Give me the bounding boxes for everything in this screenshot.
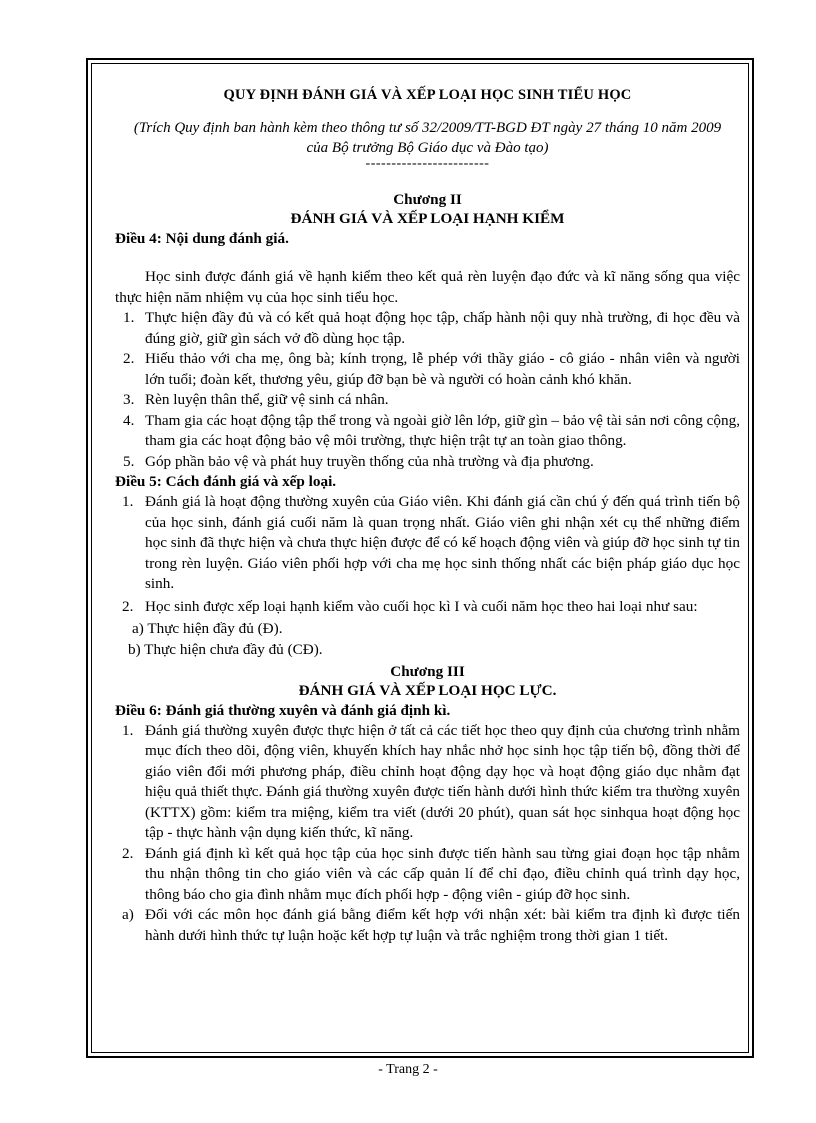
sub-item: b) Thực hiện chưa đầy đủ (CĐ).: [128, 640, 323, 658]
list-number: 3.: [123, 391, 135, 408]
article-heading: Điều 6: Đánh giá thường xuyên và đánh giá định kì.: [115, 701, 451, 719]
document-body: [115, 80, 740, 946]
list-number: 1.: [122, 721, 134, 739]
list-number: 5.: [123, 452, 135, 470]
list-number: 1.: [122, 493, 134, 510]
chapter-heading: Chương II: [393, 191, 462, 208]
list-number: 2.: [122, 844, 134, 862]
list-text: Đối với các môn học đánh giá bằng điểm kết hợp với nhận xét: bài kiểm tra định kì được tiến hành dưới hình thức tự luận hoặc kết hợp tự luận và trắc nghiệm trong thời gian 1 tiết.: [145, 906, 740, 944]
article-heading: Điều 4: Nội dung đánh giá.: [115, 230, 289, 247]
article-4-list: [115, 308, 740, 472]
list-text: Đánh giá thường xuyên được thực hiện ở tất cả các tiết học theo quy định của chương trình nhằm mục đích theo dõi, động viên, khuyến khích hay nhắc nhở học sinh học tập tiến bộ, đồng thời để giáo viên đổi mới phương pháp, điều chỉnh hoạt động dạy học và hoạt động giáo dục nhằm đạt hiệu quả thiết thực. Đánh giá thường xuyên được tiến hành dưới hình thức kiểm tra thường xuyên (KTTX) gồm: kiểm tra miệng, kiểm tra viết (dưới 20 phút), quan sát học sinhqua hoạt động học tập - thực hành vận dụng kiến thức, kĩ năng.: [145, 721, 740, 841]
article-6-list: [115, 721, 740, 947]
list-item: [115, 721, 740, 844]
list-item: [115, 308, 740, 349]
list-number: a): [122, 906, 134, 923]
document-subtitle: (Trích Quy định ban hành kèm theo thông tư số 32/2009/TT-BGD ĐT ngày 27 tháng 10 năm 2009 của Bộ trưởng Bộ Giáo dục và Đào tạo): [133, 120, 722, 156]
list-item: [115, 349, 740, 390]
list-item: [115, 452, 740, 473]
list-item: [115, 390, 740, 411]
list-number: 4.: [123, 411, 135, 429]
list-number: 2.: [123, 350, 135, 367]
page-number: - Trang 2 -: [378, 1062, 438, 1077]
article-5-list: [115, 492, 740, 618]
list-item: [115, 492, 740, 595]
list-item: [115, 595, 740, 618]
list-text: Hiếu thảo với cha mẹ, ông bà; kính trọng, lễ phép với thầy giáo - cô giáo - nhân viên và người lớn tuổi; đoàn kết, thương yêu, giúp đỡ bạn bè và người có hoàn cảnh khó khăn.: [145, 350, 740, 388]
document-title: QUY ĐỊNH ĐÁNH GIÁ VÀ XẾP LOẠI HỌC SINH TIỂU HỌC: [223, 87, 632, 103]
list-text: Học sinh được xếp loại hạnh kiểm vào cuối học kì I và cuối năm học theo hai loại như sau:: [145, 597, 698, 615]
separator-line: ------------------------: [365, 156, 490, 171]
chapter-title: ĐÁNH GIÁ VÀ XẾP LOẠI HẠNH KIỂM: [290, 210, 565, 227]
list-item: [115, 905, 740, 946]
paragraph: Học sinh được đánh giá về hạnh kiểm theo kết quả rèn luyện đạo đức và kĩ năng sống qua việc thực hiện năm nhiệm vụ của học sinh tiểu học.: [115, 268, 740, 306]
list-text: Tham gia các hoạt động tập thể trong và ngoài giờ lên lớp, giữ gìn – bảo vệ tài sản nơi công cộng, tham gia các hoạt động bảo vệ môi trường, thực hiện trật tự an toàn giao thông.: [145, 411, 740, 449]
list-text: Góp phần bảo vệ và phát huy truyền thống của nhà trường và địa phương.: [145, 452, 594, 470]
list-number: 2.: [122, 597, 134, 615]
list-item: [115, 411, 740, 452]
list-text: Đánh giá là hoạt động thường xuyên của Giáo viên. Khi đánh giá cần chú ý đến quá trình tiến bộ của học sinh, đánh giá cuối năm là quan trọng nhất. Giáo viên ghi nhận xét cụ thể những điểm học sinh đã thực hiện và chưa thực hiện được để có kế hoạch động viên và giúp đỡ học sinh tự tin trong rèn luyện. Giáo viên phối hợp với cha mẹ học sinh thống nhất các biện pháp giáo dục học sinh.: [145, 493, 740, 592]
list-text: Đánh giá định kì kết quả học tập của học sinh được tiến hành sau từng giai đoạn học tập nhằm thu nhận thông tin cho giáo viên và các cấp quản lí để chỉ đạo, điều chỉnh quá trình dạy học, thông báo cho gia đình nhằm mục đích phối hợp - động viên - giúp đỡ học sinh.: [145, 844, 740, 903]
chapter-title: ĐÁNH GIÁ VÀ XẾP LOẠI HỌC LỰC.: [298, 681, 557, 699]
list-text: Rèn luyện thân thể, giữ vệ sinh cá nhân.: [145, 391, 389, 408]
sub-item: a) Thực hiện đầy đủ (Đ).: [132, 619, 283, 637]
list-number: 1.: [123, 309, 135, 326]
list-item: [115, 844, 740, 906]
list-text: Thực hiện đầy đủ và có kết quả hoạt động học tập, chấp hành nội quy nhà trường, đi học đều và đúng giờ, giữ gìn sách vở đồ dùng học tập.: [145, 309, 740, 347]
article-heading: Điều 5: Cách đánh giá và xếp loại.: [115, 473, 337, 490]
chapter-heading: Chương III: [390, 662, 465, 680]
